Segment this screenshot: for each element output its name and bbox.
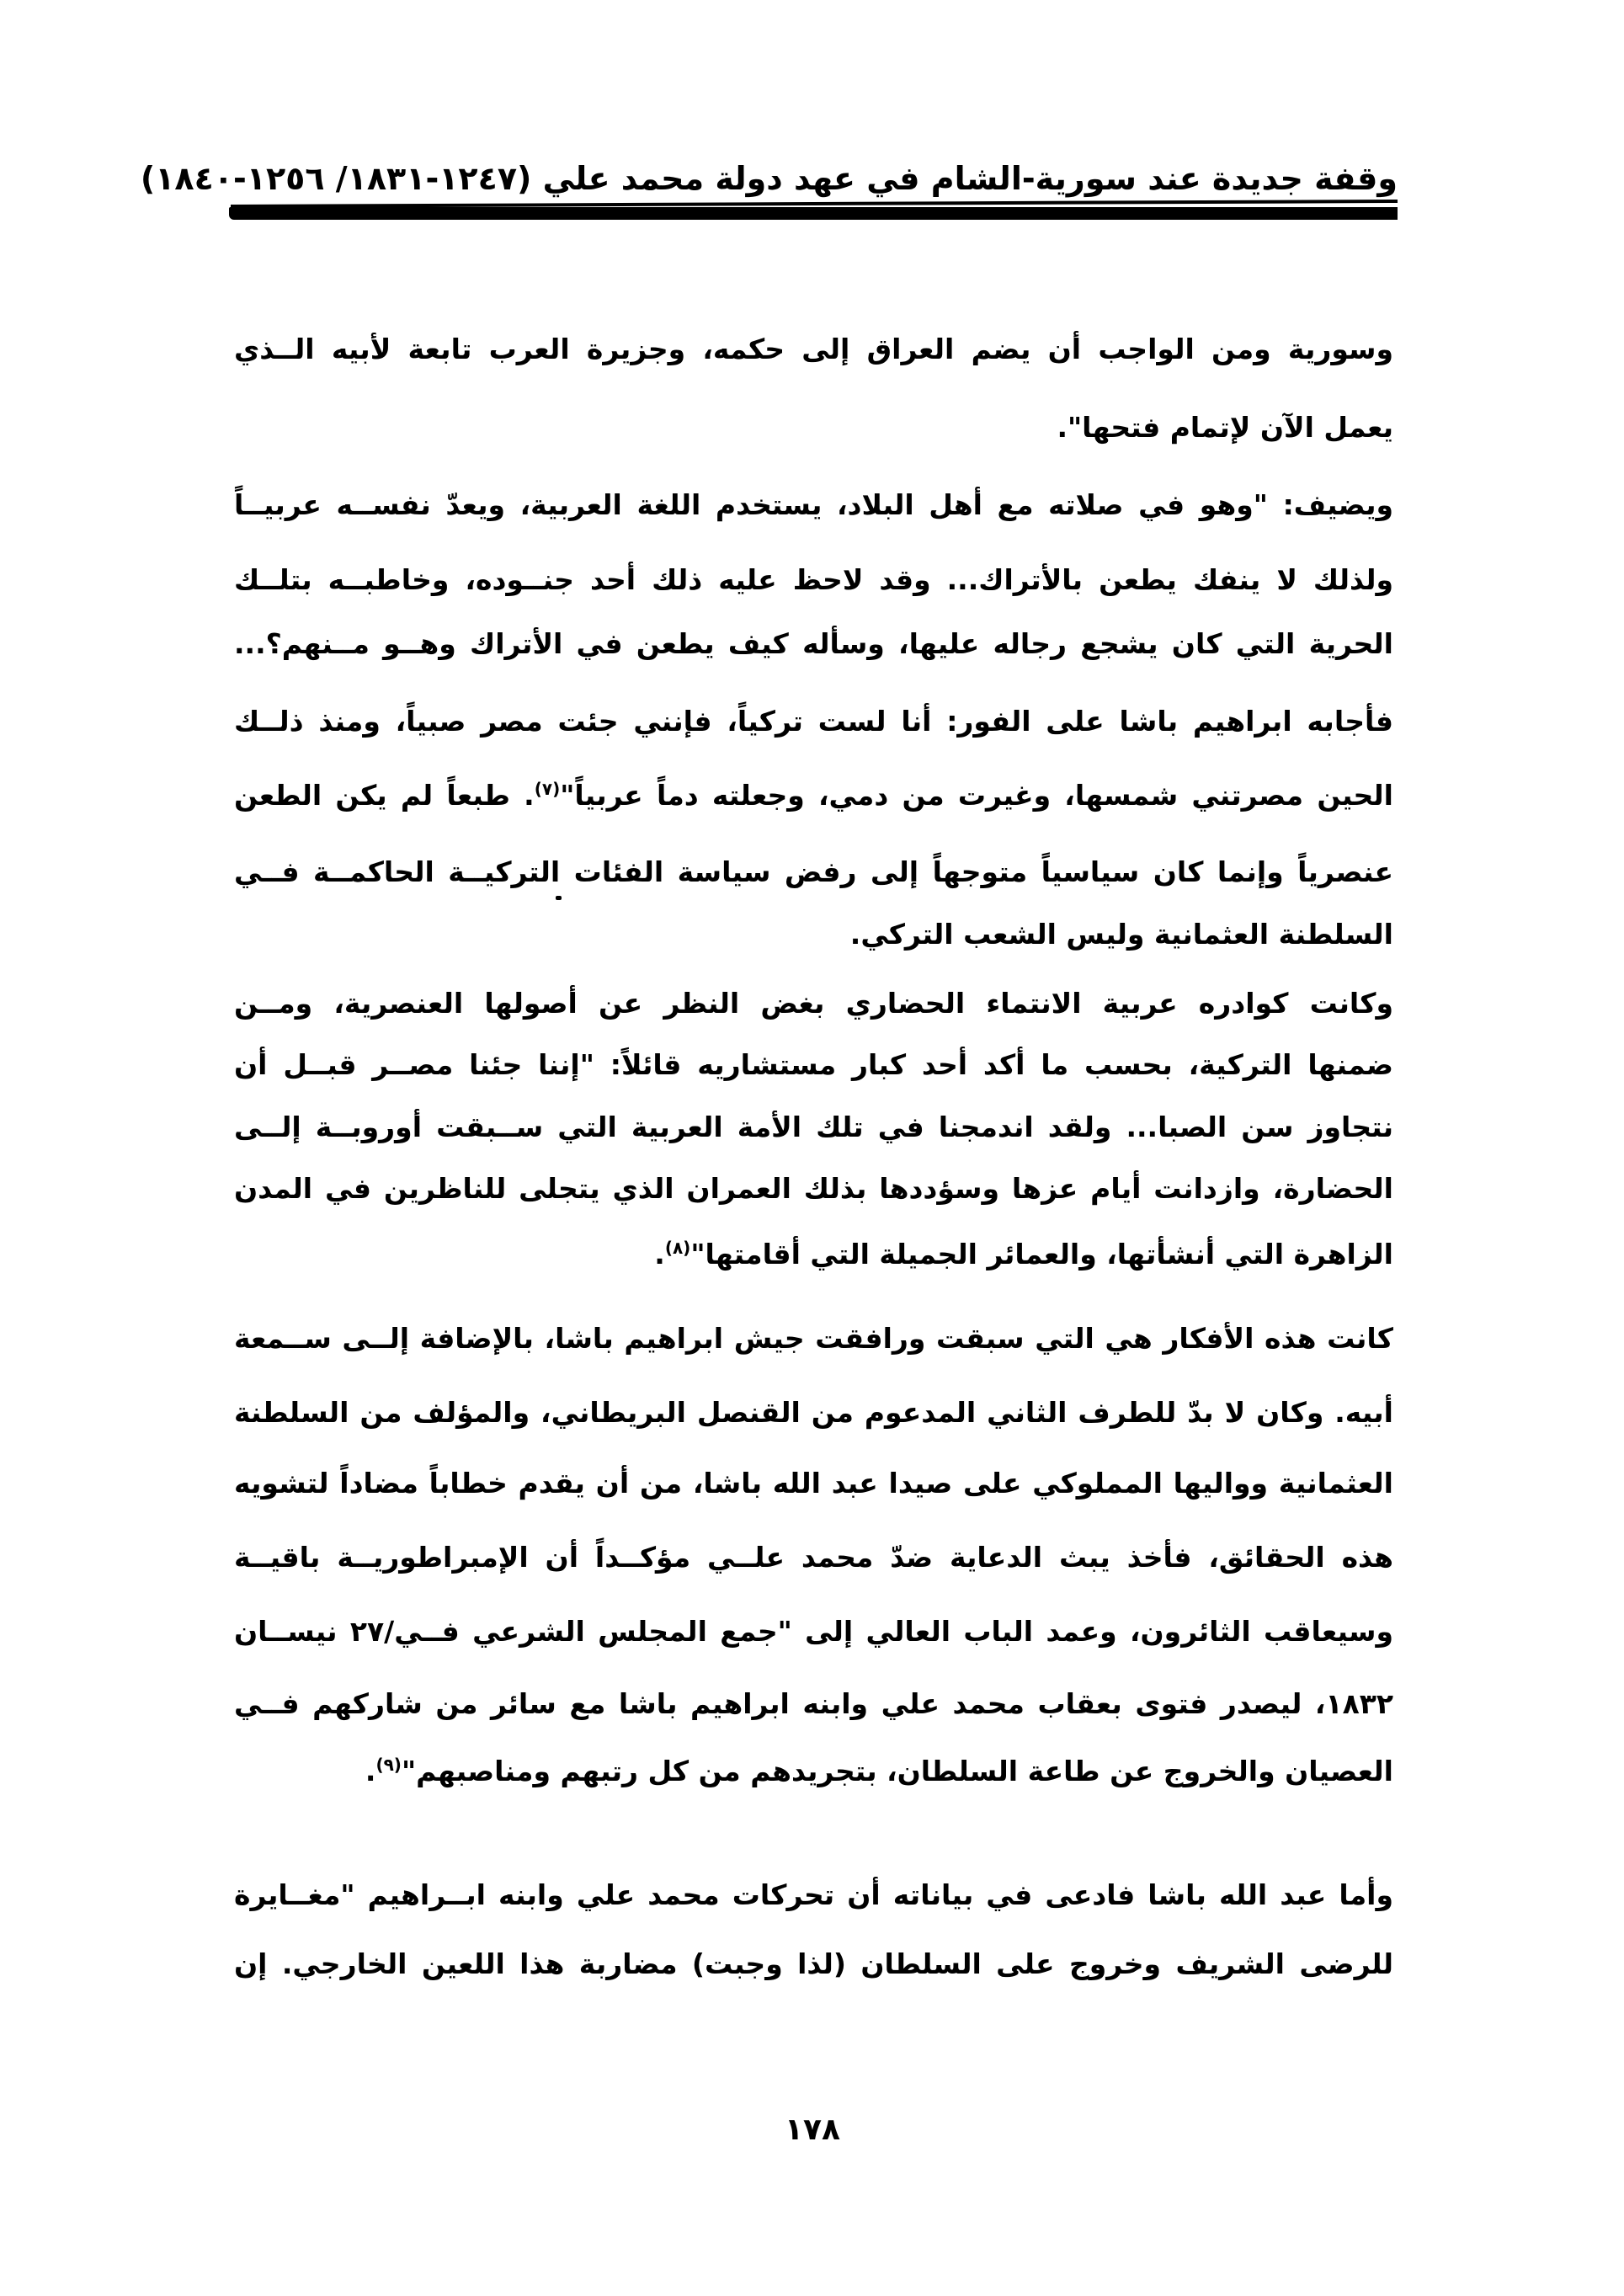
header-rule-thick [229,207,1398,220]
text-line: ١٨٣٢، ليصدر فتوى بعقاب محمد علي وابنه ابراهيم باشا مع سائر من شاركهم فــي [234,1687,1393,1720]
text-line: الحرية التي كان يشجع رجاله عليها، وسأله كيف يطعن في الأتراك وهــو مــنهم؟... [234,627,1393,660]
text-line: كانت هذه الأفكار هي التي سبقت ورافقت جيش ابراهيم باشا، بالإضافة إلــى ســمعة [234,1322,1393,1355]
running-header-title: وقفة جديدة عند سورية-الشام في عهد دولة محمد علي (١٢٤٧-١٨٣١/ ١٢٥٦-١٨٤٠) [140,160,1398,197]
text-line: أبيه. وكان لا بدّ للطرف الثاني المدعوم من القنصل البريطاني، والمؤلف من السلطنة [234,1396,1393,1429]
text-line: نتجاوز سن الصبا... ولقد اندمجنا في تلك الأمة العربية التي ســبقت أوروبــة إلــى [234,1111,1393,1143]
text-line-main: العصيان والخروج عن طاعة السلطان، بتجريدهم من كل رتبهم ومناصبهم" [401,1755,1393,1787]
text-line: العثمانية وواليها المملوكي على صيدا عبد الله باشا، من أن يقدم خطاباً مضاداً لتشويه [234,1467,1393,1500]
text-line-tail: . طبعاً لم يكن الطعن [234,779,535,812]
page-number: ١٧٨ [785,2112,840,2147]
text-line [234,1229,1393,1280]
text-line: ضمنها التركية، بحسب ما أكد أحد كبار مستشاريه قائلاً: "إننا جئنا مصــر قبــل أن [234,1048,1393,1081]
scan-speck [556,896,562,900]
text-line: يعمل الآن لإتمام فتحها". [1057,411,1393,444]
text-line: الحضارة، وازدانت أيام عزها وسؤددها بذلك العمران الذي يتجلى للناظرين في المدن [234,1172,1393,1205]
text-line: ويضيف: "وهو في صلاته مع أهل البلاد، يستخدم اللغة العربية، ويعدّ نفســه عربيــاً [234,488,1393,521]
text-line-tail: . [365,1755,376,1787]
text-line: السلطنة العثمانية وليس الشعب التركي. [849,918,1393,951]
footnote-ref-9[interactable]: (٩) [375,1755,402,1775]
text-line [234,770,1393,821]
text-line-main: الحين مصرتني شمسها، وغيرت من دمي، وجعلته دماً عربياً" [560,779,1393,812]
text-line: وسيعاقب الثائرون، وعمد الباب العالي إلى "جمع المجلس الشرعي فــي/٢٧ نيســان [234,1615,1393,1648]
text-line: هذه الحقائق، فأخذ يبث الدعاية ضدّ محمد علــي مؤكــداً أن الإمبراطوريــة باقيــة [234,1541,1393,1574]
text-line: للرضى الشريف وخروج على السلطان (لذا وجبت) مضاربة هذا اللعين الخارجي. إن [234,1947,1393,1980]
text-line: ولذلك لا ينفك يطعن بالأتراك... وقد لاحظ عليه ذلك أحد جنــوده، وخاطبــه بتلــك [234,563,1393,596]
footnote-ref-8[interactable]: (٨) [664,1238,691,1258]
text-line: عنصرياً وإنما كان سياسياً متوجهاً إلى رفض سياسة الفئات التركيــة الحاكمــة فــي [234,855,1393,888]
text-line-main: الزاهرة التي أنشأتها، والعمائر الجميلة التي أقامتها" [690,1238,1393,1271]
text-line: وكانت كوادره عربية الانتماء الحضاري بغض النظر عن أصولها العنصرية، ومــن [234,987,1393,1020]
text-line: وسورية ومن الواجب أن يضم العراق إلى حكمه، وجزيرة العرب تابعة لأبيه الــذي [234,333,1393,365]
text-line: وأما عبد الله باشا فادعى في بياناته أن تحركات محمد علي وابنه ابــراهيم "مغــايرة [234,1878,1393,1911]
footnote-ref-7[interactable]: (٧) [534,779,561,799]
text-line [234,1746,1393,1797]
text-line-tail: . [654,1238,665,1271]
text-line: فأجابه ابراهيم باشا على الفور: أنا لست تركياً، فإنني جئت مصر صبياً، ومنذ ذلــك [234,705,1393,738]
